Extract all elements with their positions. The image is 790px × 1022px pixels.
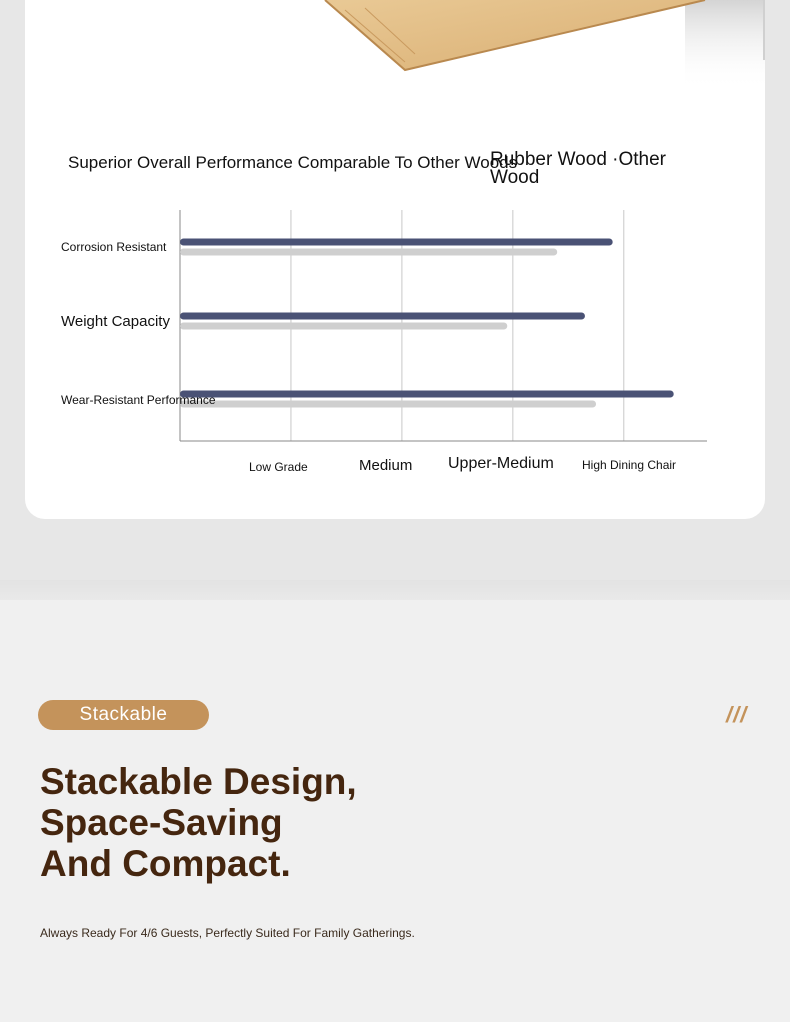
x-tick-label: Upper-Medium (448, 455, 554, 472)
headline-line: Stackable Design, (40, 761, 357, 802)
x-tick-label: Medium (359, 457, 413, 474)
bar-series-1 (180, 239, 613, 246)
headline-line: Space-Saving (40, 802, 283, 843)
section-divider-strip (0, 580, 790, 600)
category-label: Corrosion Resistant (61, 240, 167, 254)
stackable-tag: Stackable (38, 700, 209, 730)
bar-series-2 (180, 249, 557, 256)
stackable-section (0, 600, 790, 1022)
bar-series-1 (180, 391, 674, 398)
section-subtext: Always Ready For 4/6 Guests, Perfectly Suited For Family Gatherings. (40, 926, 415, 940)
triple-slash-icon: /// (726, 702, 748, 727)
comparison-card (25, 0, 765, 519)
x-tick-label: Low Grade (249, 460, 308, 474)
x-tick-label: High Dining Chair (582, 458, 677, 472)
bar-chart (25, 0, 765, 519)
chart-legend: Rubber Wood ·Other Wood (490, 149, 667, 188)
bar-series-1 (180, 313, 585, 320)
bar-series-2 (180, 401, 596, 408)
section-headline (40, 761, 357, 884)
category-label: Weight Capacity (61, 313, 170, 330)
chart-title: Superior Overall Performance Comparable To Other Woods (68, 153, 518, 172)
headline-line: And Compact. (40, 843, 291, 884)
category-label: Wear-Resistant Performance (61, 393, 216, 407)
bar-series-2 (180, 323, 507, 330)
